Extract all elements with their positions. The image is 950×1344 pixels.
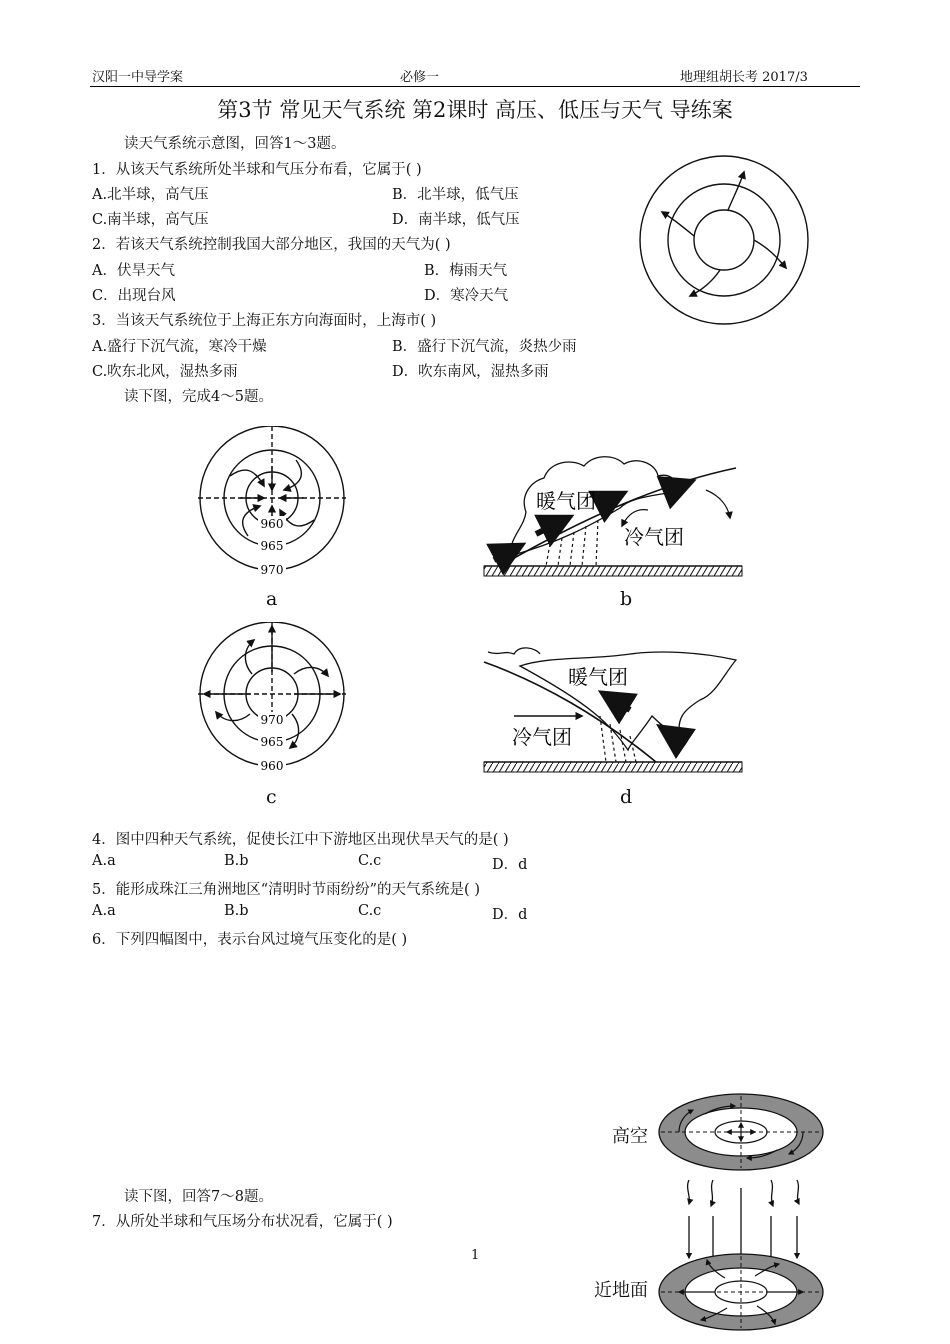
figure-d-warm-air-mass: 暖气团 xyxy=(568,665,628,689)
q4-stem: 4．图中四种天气系统，促使长江中下游地区出现伏旱天气的是( ) xyxy=(92,832,509,848)
q5-option-a: A.a xyxy=(92,903,116,919)
q1-option-d: D．南半球，低气压 xyxy=(392,212,520,228)
figure-c-anticyclone xyxy=(194,622,350,778)
q4-option-b: B.b xyxy=(224,853,249,869)
figure-b-warm-front xyxy=(480,446,746,580)
q1-option-c: C.南半球，高气压 xyxy=(92,212,209,228)
figure-c-isobar-2: 965 xyxy=(260,735,284,749)
intro-2: 读下图，完成4～5题。 xyxy=(124,389,273,405)
figure-c-label: c xyxy=(266,786,277,808)
q7-stem: 7．从所处半球和气压场分布状况看，它属于( ) xyxy=(92,1214,393,1230)
q3-option-a: A.盛行下沉气流，寒冷干燥 xyxy=(92,339,267,355)
intro-1: 读天气系统示意图，回答1～3题。 xyxy=(124,136,346,152)
header-right: 地理组胡长考 2017/3 xyxy=(680,70,808,85)
fig3-vertical-circulation-diagram xyxy=(655,1092,827,1344)
q3-option-c: C.吹东北风，湿热多雨 xyxy=(92,364,238,380)
weather-system-diagram-1 xyxy=(636,152,812,328)
q2-stem: 2．若该天气系统控制我国大部分地区，我国的天气为( ) xyxy=(92,237,451,253)
header-center: 必修一 xyxy=(400,70,440,85)
q5-option-c: C.c xyxy=(358,903,382,919)
figure-b-label: b xyxy=(620,588,633,610)
intro-3: 读下图，回答7～8题。 xyxy=(124,1189,273,1205)
figure-a-isobar-2: 965 xyxy=(260,539,284,553)
figure-c-isobar-1: 970 xyxy=(260,713,284,727)
figure-b-warm-air-mass: 暖气团 xyxy=(536,489,596,513)
q1-option-b: B．北半球，低气压 xyxy=(392,187,519,203)
q1-option-a: A.北半球，高气压 xyxy=(92,187,209,203)
q5-option-b: B.b xyxy=(224,903,249,919)
q1-stem: 1．从该天气系统所处半球和气压分布看，它属于( ) xyxy=(92,162,422,178)
figure-d-cold-front xyxy=(480,644,746,778)
page-number: 1 xyxy=(471,1248,480,1263)
q2-option-b: B．梅雨天气 xyxy=(424,263,508,279)
figure-d-label: d xyxy=(620,786,633,808)
figure-a-label: a xyxy=(266,588,278,610)
q3-option-b: B．盛行下沉气流，炎热少雨 xyxy=(392,339,577,355)
figure-a-cyclone xyxy=(194,426,350,582)
q5-option-d: D．d xyxy=(492,907,528,923)
fig3-high-altitude-label: 高空 xyxy=(612,1126,648,1147)
figure-d-cold-air-mass: 冷气团 xyxy=(512,725,572,749)
figure-b-cold-air-mass: 冷气团 xyxy=(624,525,684,549)
page-title: 第3节 常见天气系统 第2课时 高压、低压与天气 导练案 xyxy=(217,98,733,122)
q2-option-a: A．伏旱天气 xyxy=(92,263,175,279)
q5-stem: 5．能形成珠江三角洲地区“清明时节雨纷纷”的天气系统是( ) xyxy=(92,882,480,898)
figure-c-isobar-3: 960 xyxy=(260,759,284,773)
figure-a-isobar-3: 970 xyxy=(260,563,284,577)
q3-stem: 3．当该天气系统位于上海正东方向海面时，上海市( ) xyxy=(92,313,437,329)
header-divider xyxy=(90,86,860,87)
q3-option-d: D．吹东南风，湿热多雨 xyxy=(392,364,549,380)
q4-option-c: C.c xyxy=(358,853,382,869)
figure-a-isobar-1: 960 xyxy=(260,517,284,531)
q2-option-d: D．寒冷天气 xyxy=(424,288,509,304)
q2-option-c: C．出现台风 xyxy=(92,288,176,304)
fig3-ground-label: 近地面 xyxy=(594,1280,648,1301)
header-left: 汉阳一中导学案 xyxy=(92,70,184,85)
q6-stem: 6．下列四幅图中，表示台风过境气压变化的是( ) xyxy=(92,932,408,948)
q4-option-a: A.a xyxy=(92,853,116,869)
q4-option-d: D．d xyxy=(492,857,528,873)
